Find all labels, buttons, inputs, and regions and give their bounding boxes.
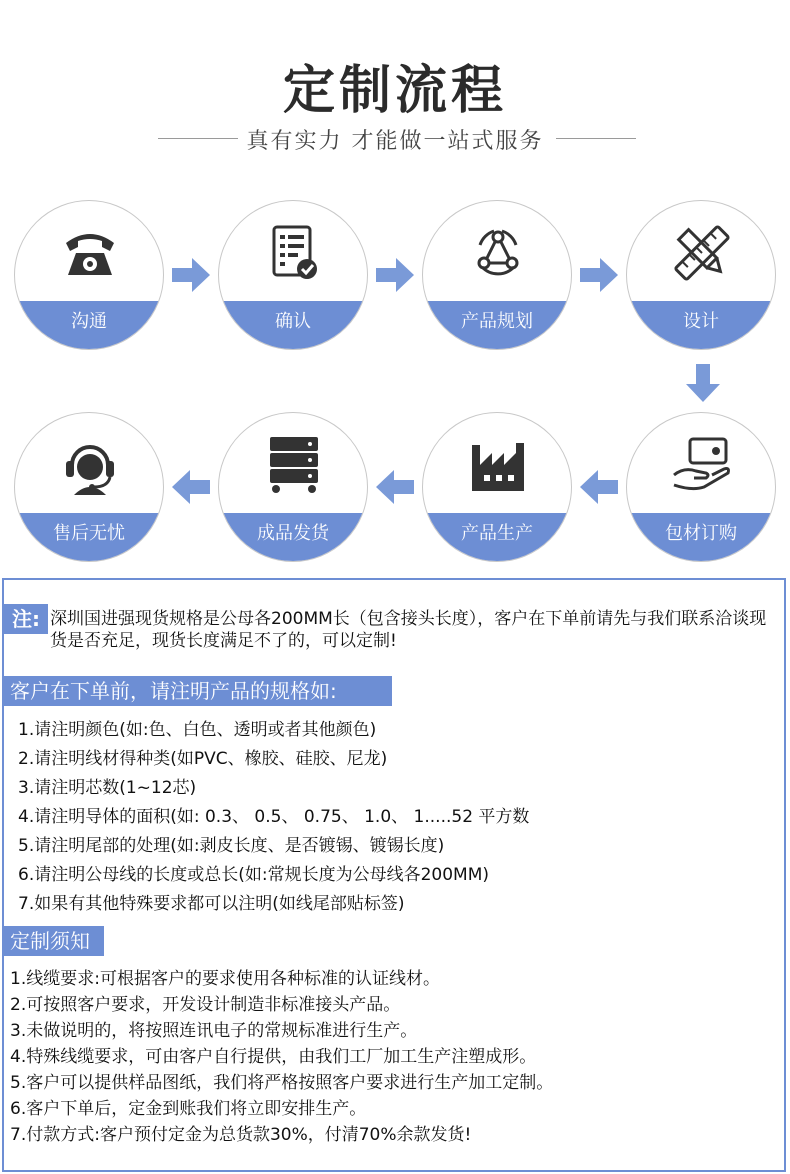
step-label: 售后无忧: [53, 523, 125, 544]
arrow-down-icon: [686, 364, 720, 402]
pencil-ruler-icon: [672, 223, 732, 283]
page-title: 定制流程: [282, 61, 507, 121]
arrow-right-icon: [580, 258, 618, 292]
list-item: 3.未做说明的，将按照连讯电子的常规标准进行生产。: [10, 1021, 418, 1041]
list-item: 2.请注明线材得种类(如PVC、橡胶、硅胶、尼龙): [18, 749, 388, 769]
note-tag: 注:: [4, 604, 48, 634]
factory-icon: [468, 435, 528, 495]
step-confirm: [218, 200, 368, 350]
step-label: 设计: [683, 311, 719, 332]
step-label: 包材订购: [665, 523, 737, 544]
arrow-left-icon: [580, 470, 618, 504]
headset-icon: [60, 435, 120, 495]
custom-heading: 定制须知: [4, 926, 104, 956]
step-production: [422, 412, 572, 562]
step-aftersales: [14, 412, 164, 562]
arrow-right-icon: [376, 258, 414, 292]
spec-heading: 客户在下单前，请注明产品的规格如:: [4, 676, 392, 706]
list-item: 1.线缆要求:可根据客户的要求使用各种标准的认证线材。: [10, 969, 440, 989]
list-item: 7.如果有其他特殊要求都可以注明(如线尾部贴标签): [18, 894, 405, 914]
list-item: 4.特殊线缆要求，可由客户自行提供，由我们工厂加工生产注塑成形。: [10, 1047, 537, 1067]
step-design: [626, 200, 776, 350]
subtitle-divider-right: [556, 138, 636, 139]
step-label: 确认: [275, 311, 311, 332]
list-item: 6.客户下单后，定金到账我们将立即安排生产。: [10, 1099, 367, 1119]
step-packaging: [626, 412, 776, 562]
step-label: 沟通: [71, 311, 107, 332]
network-icon: [468, 223, 528, 283]
spec-list: [18, 715, 529, 918]
step-planning: [422, 200, 572, 350]
list-item: 5.请注明尾部的处理(如:剥皮长度、是否镀锡、镀锡长度): [18, 836, 445, 856]
page-subtitle: 真有实力 才能做一站式服务: [246, 129, 544, 154]
list-item: 2.可按照客户要求，开发设计制造非标准接头产品。: [10, 995, 401, 1015]
list-item: 4.请注明导体的面积(如: 0.3、 0.5、 0.75、 1.0、 1.....52 平方数: [18, 807, 530, 827]
server-cart-icon: [264, 435, 324, 495]
arrow-left-icon: [376, 470, 414, 504]
arrow-right-icon: [172, 258, 210, 292]
step-shipping: [218, 412, 368, 562]
hand-card-icon: [672, 435, 732, 495]
telephone-icon: [60, 223, 120, 283]
arrow-left-icon: [172, 470, 210, 504]
step-label: 产品规划: [461, 311, 533, 332]
custom-list: [10, 964, 553, 1146]
list-item: 7.付款方式:客户预付定金为总货款30%，付清70%余款发货!: [10, 1125, 472, 1145]
list-item: 3.请注明芯数(1~12芯): [18, 778, 197, 798]
note-text: 深圳国进强现货规格是公母各200MM长（包含接头长度），客户在下单前请先与我们联系洽谈现货是否充足，现货长度满足不了的，可以定制!: [50, 609, 767, 651]
step-label: 成品发货: [257, 523, 329, 544]
list-item: 5.客户可以提供样品图纸，我们将严格按照客户要求进行生产加工定制。: [10, 1073, 554, 1093]
step-communicate: [14, 200, 164, 350]
checklist-icon: [264, 223, 324, 283]
list-item: 1.请注明颜色(如:色、白色、透明或者其他颜色): [18, 720, 377, 740]
list-item: 6.请注明公母线的长度或总长(如:常规长度为公母线各200MM): [18, 865, 489, 885]
step-label: 产品生产: [461, 523, 533, 544]
